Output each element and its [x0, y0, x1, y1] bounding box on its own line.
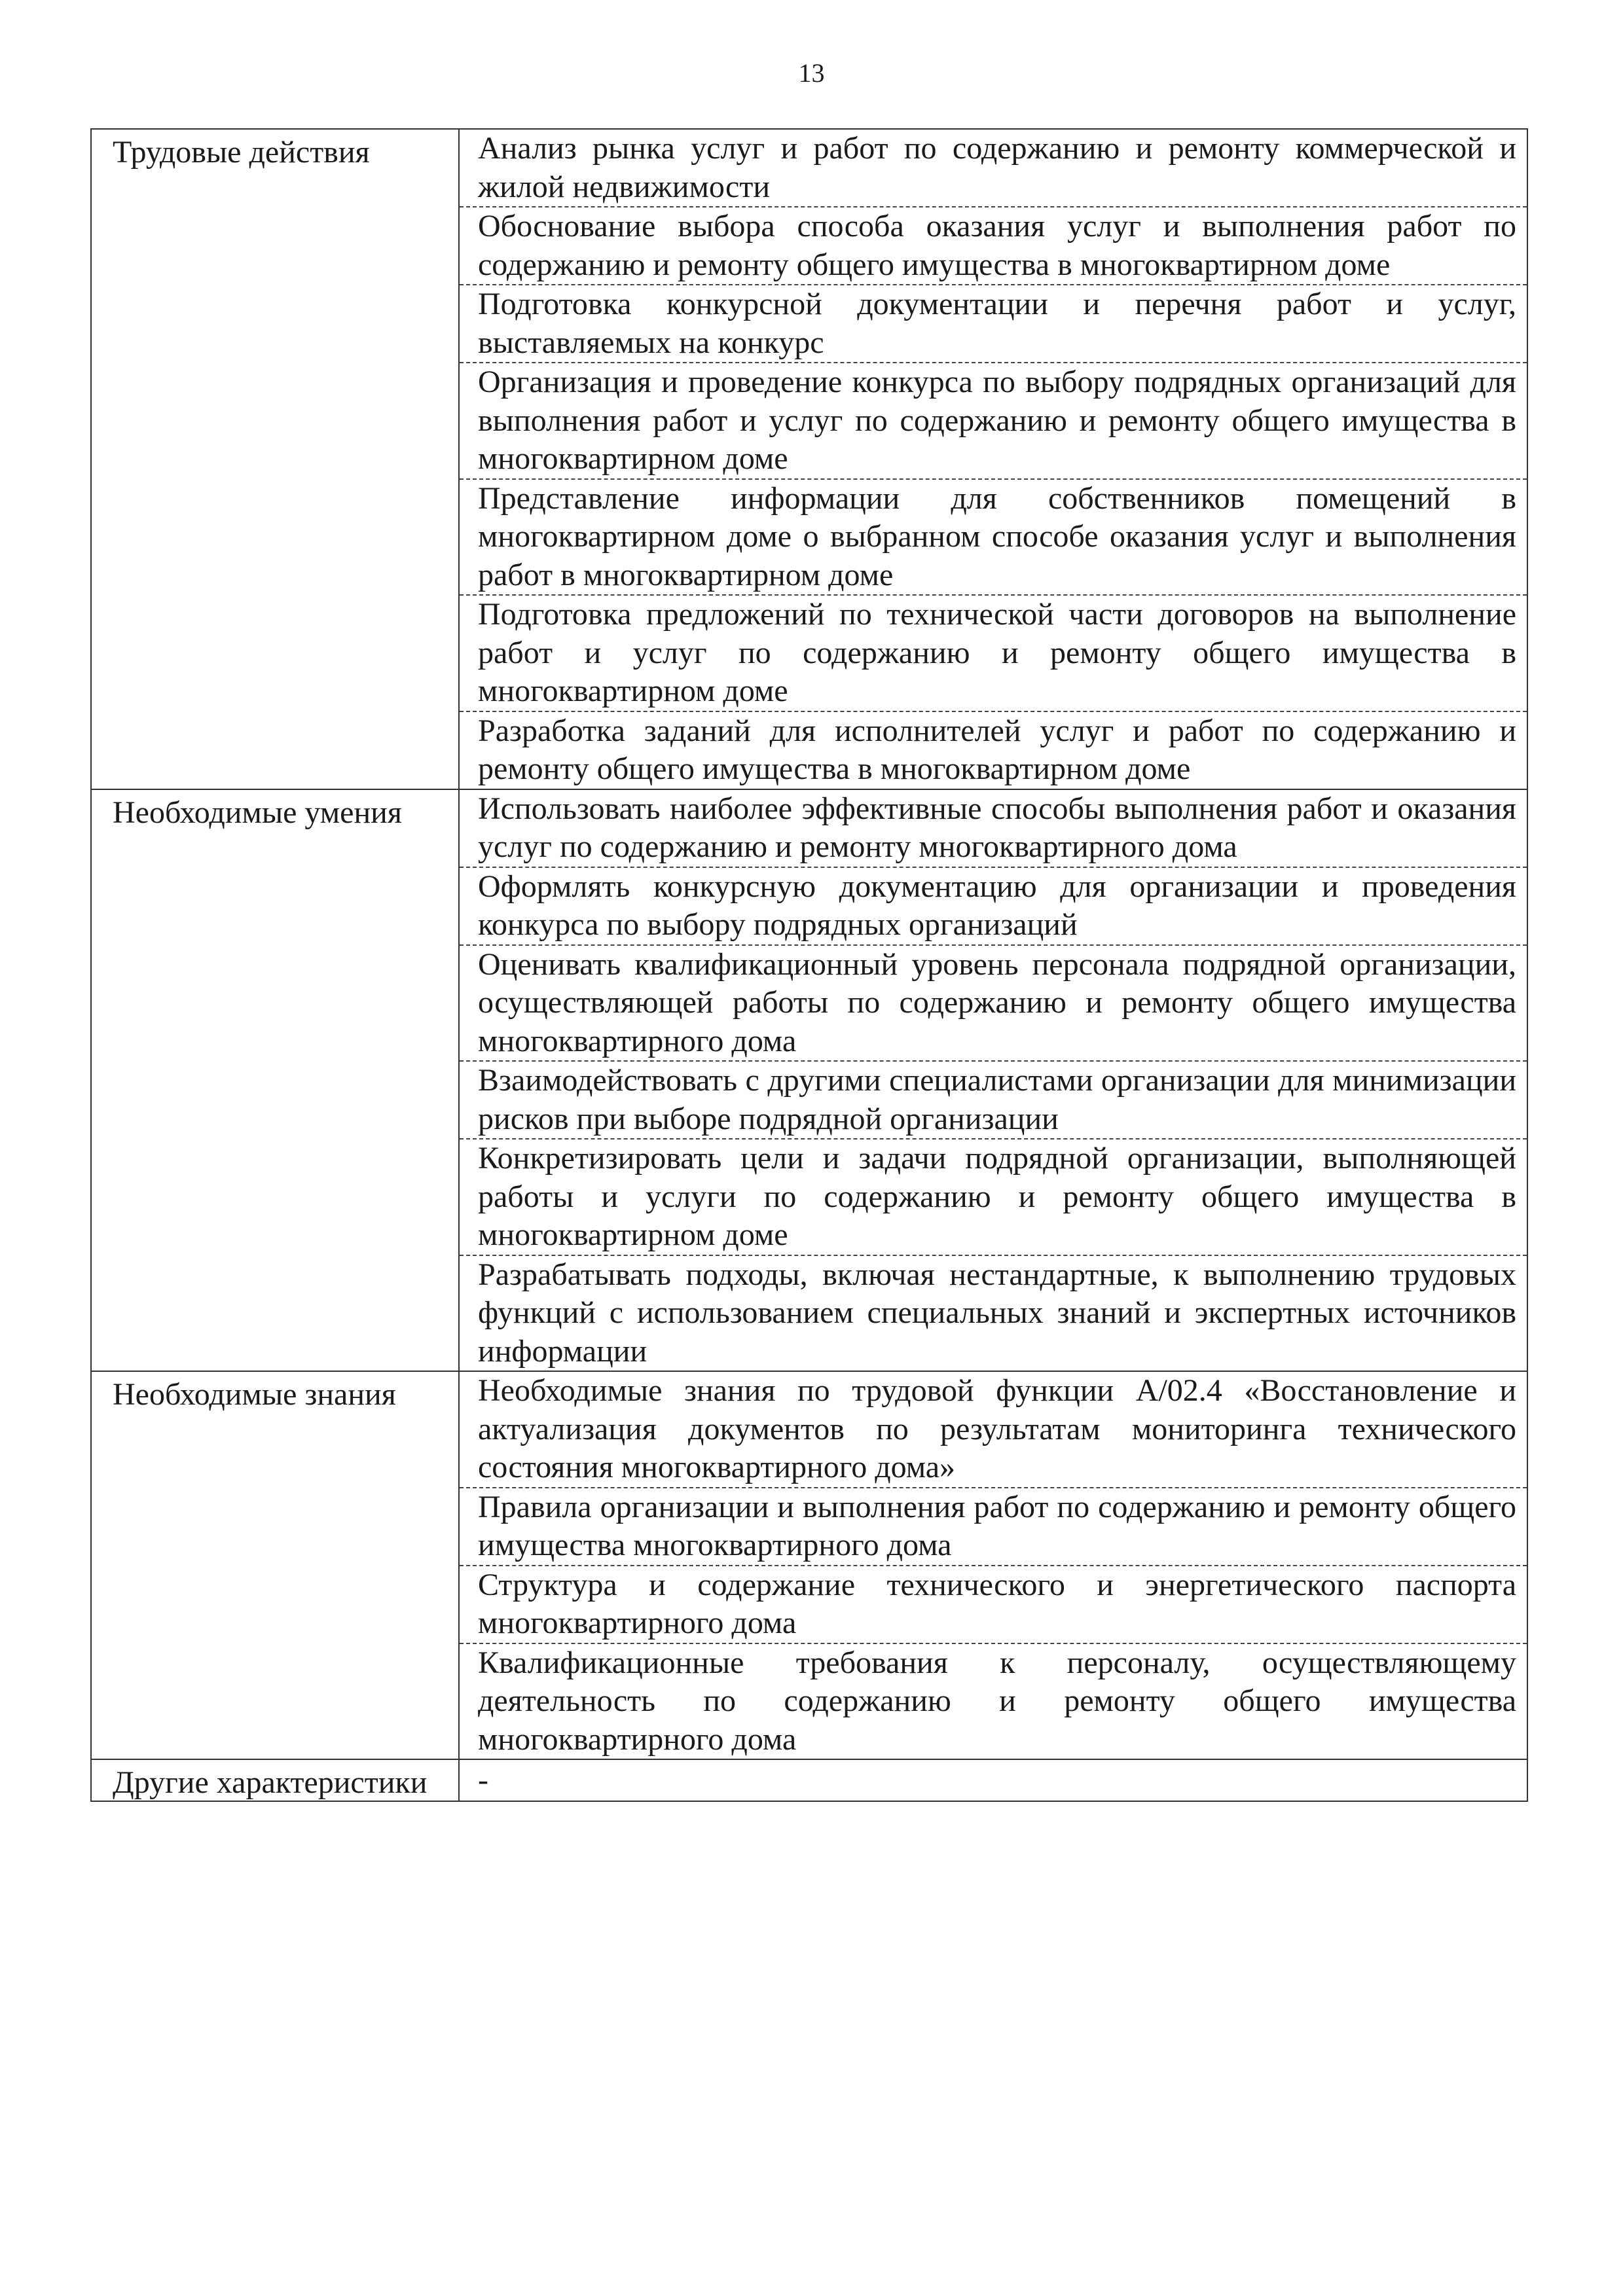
table-row: [91, 1759, 1527, 1801]
section-label-labor-actions: Трудовые действия: [91, 129, 459, 789]
list-item: Структура и содержание технического и энергетического паспорта многоквартирного дома: [460, 1566, 1527, 1644]
list-item: Представление информации для собственников помещений в многоквартирном доме о выбранном способе оказания услуг и выполнения работ в многоквартирном доме: [460, 480, 1527, 596]
list-item: Организация и проведение конкурса по выбору подрядных организаций для выполнения работ и услуг по содержанию и ремонту общего имущества в многоквартирном доме: [460, 363, 1527, 480]
list-item: Использовать наиболее эффективные способы выполнения работ и оказания услуг по содержанию и ремонту многоквартирного дома: [460, 790, 1527, 868]
table-row: [91, 129, 1527, 789]
list-item: Квалификационные требования к персоналу, осуществляющему деятельность по содержанию и ремонту общего имущества многоквартирного дома: [478, 1645, 1516, 1757]
list-item: Взаимодействовать с другими специалистами организации для минимизации рисков при выборе подрядной организации: [460, 1062, 1527, 1139]
list-item: Правила организации и выполнения работ по содержанию и ремонту общего имущества многоквартирного дома: [460, 1488, 1527, 1566]
list-item: Подготовка предложений по технической части договоров на выполнение работ и услуг по содержанию и ремонту общего имущества в многоквартирном доме: [460, 596, 1527, 712]
section-items-labor-actions: [459, 129, 1527, 789]
labor-function-table: [90, 128, 1528, 1802]
list-item: Разработка заданий для исполнителей услуг и работ по содержанию и ремонту общего имущества в многоквартирном доме: [478, 713, 1516, 786]
list-item: Разрабатывать подходы, включая нестандартные, к выполнению трудовых функций с использованием специальных знаний и экспертных источников информации: [478, 1257, 1516, 1369]
page-number: 13: [798, 58, 825, 88]
table-row: [91, 789, 1527, 1372]
table-row: [91, 1371, 1527, 1759]
list-item: Подготовка конкурсной документации и перечня работ и услуг, выставляемых на конкурс: [460, 285, 1527, 363]
list-item: Обоснование выбора способа оказания услуг и выполнения работ по содержанию и ремонту общего имущества в многоквартирном доме: [460, 207, 1527, 285]
section-items-required-knowledge: [459, 1371, 1527, 1759]
list-item: Оформлять конкурсную документацию для организации и проведения конкурса по выбору подрядных организаций: [460, 868, 1527, 946]
list-item: Анализ рынка услуг и работ по содержанию и ремонту коммерческой и жилой недвижимости: [460, 130, 1527, 207]
section-label-other-characteristics: Другие характеристики: [91, 1759, 459, 1801]
list-item: Конкретизировать цели и задачи подрядной организации, выполняющей работы и услуги по содержанию и ремонту общего имущества в многоквартирном доме: [460, 1139, 1527, 1256]
section-items-required-skills: [459, 789, 1527, 1372]
other-characteristics-value: -: [459, 1759, 1527, 1801]
list-item: Необходимые знания по трудовой функции А/02.4 «Восстановление и актуализация документов по результатам мониторинга технического состояния многоквартирного дома»: [460, 1372, 1527, 1488]
section-label-required-knowledge: Необходимые знания: [91, 1371, 459, 1759]
section-label-required-skills: Необходимые умения: [91, 789, 459, 1372]
list-item: Оценивать квалификационный уровень персонала подрядной организации, осуществляющей работы по содержанию и ремонту общего имущества многоквартирного дома: [460, 946, 1527, 1062]
